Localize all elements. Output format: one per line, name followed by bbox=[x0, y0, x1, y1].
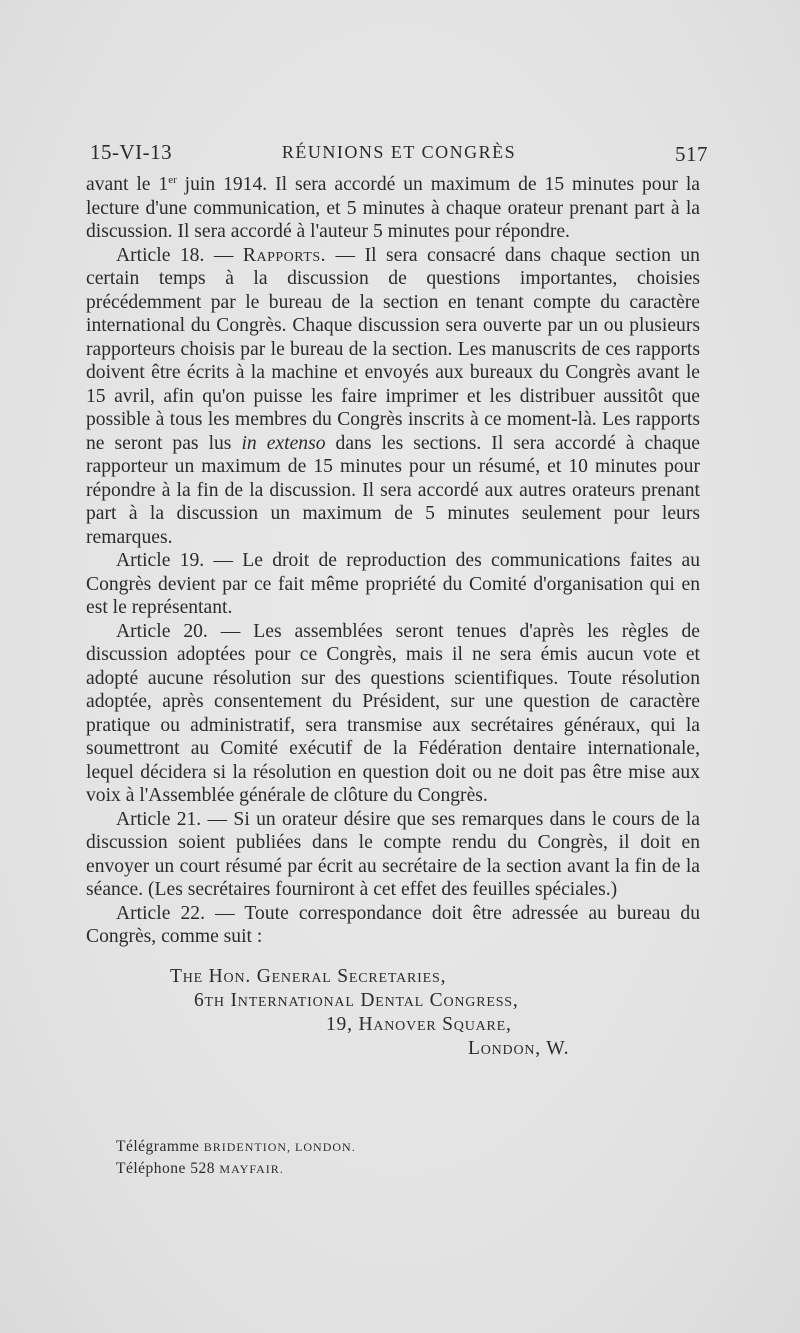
paragraph-continuation bbox=[86, 173, 700, 244]
phone-label: Téléphone 528 bbox=[116, 1160, 220, 1177]
body-text bbox=[86, 173, 700, 1065]
text-run: — Il sera consacré dans chaque section un certain temps à la discussion de questions importantes, choisies précédemment par le bureau de la section en tenant compte du caractère international du Congrès. Chaque discussion sera ouverte par un ou plusieurs rapporteurs choisis par le bureau de la section. Les manuscrits de ces rapports doivent être écrits à la machine et envoyés aux bureaux du Congrès avant le 15 avril, afin qu'on puisse les faire imprimer et les distribuer aussitôt que possible à tous les membres du Congrès inscrits à ce moment-là. Les rapports ne seront pas lus bbox=[86, 244, 700, 454]
phone-value: MAYFAIR. bbox=[219, 1162, 284, 1176]
superscript: er bbox=[168, 174, 177, 186]
article-22: Article 22. — Toute correspondance doit être adressée au bureau du Congrès, comme suit : bbox=[86, 902, 700, 947]
article-21: Article 21. — Si un orateur désire que ses remarques dans le cours de la discussion soient publiées dans le compte rendu du Congrès, il doit en envoyer un court résumé par écrit au secrétaire de la section avant la fin de la séance. (Les secrétaires fourniront à cet effet des feuilles spéciales.) bbox=[86, 808, 700, 900]
text-run: dans les sections. Il sera accordé à chaque rapporteur un maximum de 15 minutes pour un résumé, et 10 minutes pour répondre à la fin de la discussion. Il sera accordé aux autres orateurs prenant part à la discussion un maximum de 5 minutes seulement pour leurs remarques. bbox=[86, 432, 700, 548]
address-line-3: 19, Hanover Square, bbox=[326, 1013, 512, 1035]
postal-address bbox=[86, 965, 700, 1065]
italic-phrase: in extenso bbox=[241, 432, 326, 454]
article-20: Article 20. — Les assemblées seront tenues d'après les règles de discussion adoptées pour ce Congrès, mais il ne sera émis aucun vote et adopté aucune résolution sur des questions scientifiques. Toute résolution adoptée, après consentement du Président, sur une question de caractère pratique ou administratif, sera transmise aux secrétaires généraux, qui la soumettront au Comité exécutif de la Fédération dentaire internationale, lequel décidera si la résolution en question doit ou ne doit pas être mise aux voix à l'Assemblée générale de clôture du Congrès. bbox=[86, 620, 700, 806]
telegram-value: BRIDENTION, LONDON. bbox=[203, 1140, 356, 1154]
text-run: juin 1914. Il sera accordé un maximum de 15 minutes pour la lecture d'une communication, et 5 minutes à chaque orateur prenant part à la discussion. Il sera accordé à l'auteur 5 minutes pour répondre. bbox=[86, 174, 700, 242]
telegram-line bbox=[116, 1136, 356, 1158]
running-header bbox=[90, 140, 708, 170]
header-date: 15-VI-13 bbox=[90, 140, 173, 164]
address-line-1: The Hon. General Secretaries, bbox=[170, 965, 447, 987]
page-number: 517 bbox=[675, 142, 708, 166]
article-title: Rapports. bbox=[242, 244, 327, 266]
address-line-4: London, W. bbox=[468, 1037, 570, 1059]
address-line-2: 6th International Dental Congress, bbox=[194, 989, 519, 1011]
telegram-label: Télégramme bbox=[116, 1138, 204, 1155]
contact-info bbox=[116, 1136, 356, 1180]
text-run: avant le 1 bbox=[86, 174, 169, 195]
article-label: Article 18. — bbox=[116, 244, 243, 266]
article-19: Article 19. — Le droit de reproduction des communications faites au Congrès devient par ce fait même propriété du Comité d'organisation qui en est le représentant. bbox=[86, 550, 700, 618]
phone-line bbox=[116, 1158, 356, 1180]
header-title: RÉUNIONS ET CONGRÈS bbox=[281, 142, 517, 162]
article-18 bbox=[86, 244, 700, 550]
